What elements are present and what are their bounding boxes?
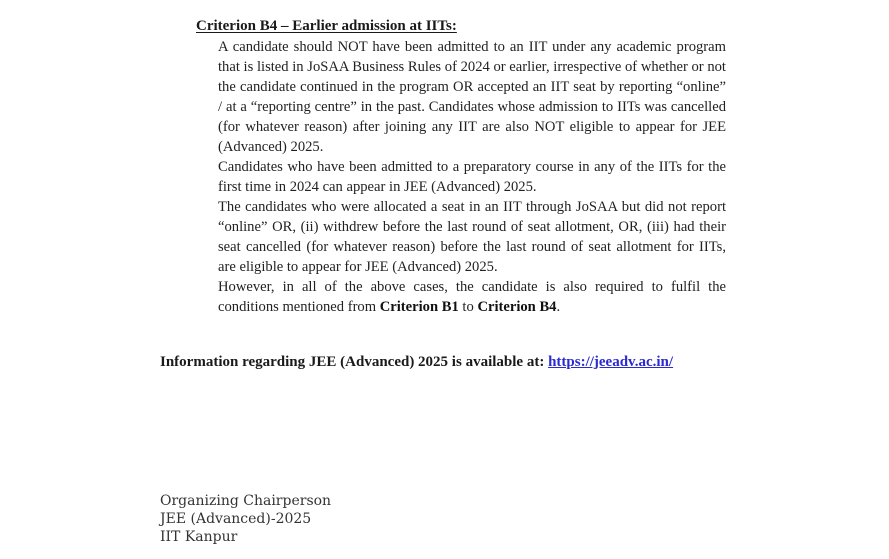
criterion-heading: Criterion B4 – Earlier admission at IITs: bbox=[196, 18, 457, 34]
signature-exam: JEE (Advanced)-2025 bbox=[160, 511, 312, 527]
paragraph-closing bbox=[218, 277, 726, 317]
info-text: Information regarding JEE (Advanced) 2025 is available at: bbox=[160, 354, 549, 370]
info-line bbox=[160, 354, 673, 371]
signature-institute: IIT Kanpur bbox=[160, 529, 238, 545]
closing-suffix: . bbox=[556, 299, 561, 315]
paragraph-eligible-cases: The candidates who were allocated a seat in an IIT through JoSAA but did not report “online” OR, (ii) withdrew before the last round of seat allotment, OR, (iii) had their seat cancelled (for whatever reason) before the last round of seat allotment for IITs, are eligible to appear for JEE (Advanced) 2025. bbox=[218, 199, 726, 275]
paragraph-preparatory-course: Candidates who have been admitted to a preparatory course in any of the IITs for the first time in 2024 can appear in JEE (Advanced) 2025. bbox=[218, 159, 726, 195]
criterion-b1-ref: Criterion B1 bbox=[379, 299, 459, 315]
closing-prefix: However, in all of the above cases, the candidate is also required to fulfil the conditions mentioned from bbox=[218, 279, 726, 315]
criterion-b4-ref: Criterion B4 bbox=[477, 299, 557, 315]
signature-title: Organizing Chairperson bbox=[160, 493, 332, 509]
criterion-body bbox=[218, 37, 726, 317]
paragraph-earlier-admission: A candidate should NOT have been admitted to an IIT under any academic program that is listed in JoSAA Business Rules of 2024 or earlier, irrespective of whether or not the candidate continued in the program OR accepted an IIT seat by reporting “online” / at a “reporting centre” in the past. Candidates whose admission to IITs was cancelled (for whatever reason) after joining any IIT are also NOT eligible to appear for JEE (Advanced) 2025. bbox=[218, 39, 726, 155]
signature-block bbox=[160, 492, 331, 546]
closing-middle: to bbox=[458, 299, 478, 315]
jeeadv-link[interactable]: https://jeeadv.ac.in/ bbox=[548, 354, 674, 370]
